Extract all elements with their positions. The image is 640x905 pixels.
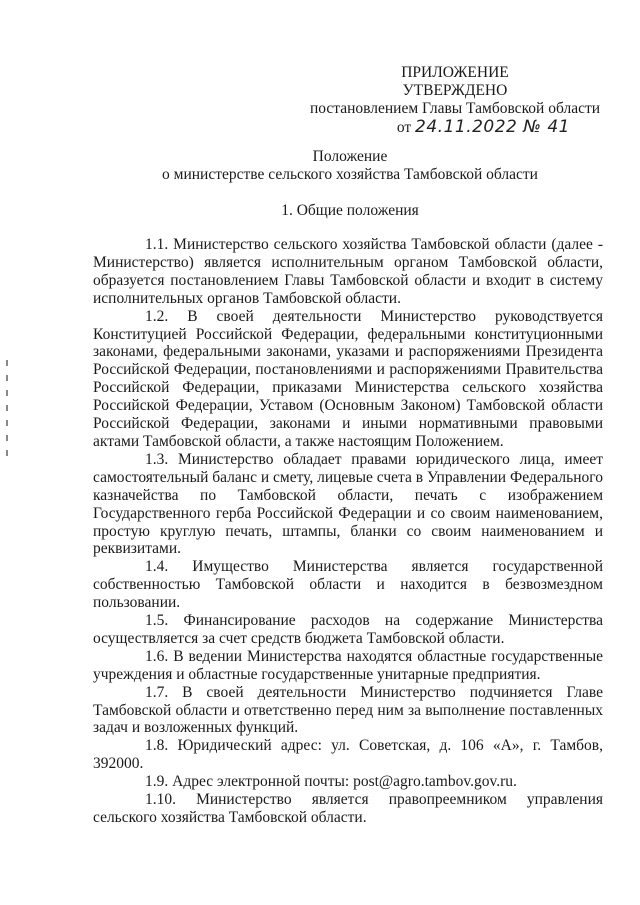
- paragraph-1-8: 1.8. Юридический адрес: ул. Советская, д. 106 «А», г. Тамбов, 392000.: [93, 737, 603, 773]
- resolution-text: постановлением Главы Тамбовской области: [309, 100, 601, 117]
- approval-date-line: [300, 118, 610, 140]
- paragraph-1-7: 1.7. В своей деятельности Министерство подчиняется Главе Тамбовской области и ответственно перед ним за выполнение поставленных задач и возложенных функций.: [93, 683, 603, 737]
- title-line-2: о министерстве сельского хозяйства Тамбовской области: [162, 166, 538, 183]
- paragraph-1-1: 1.1. Министерство сельского хозяйства Тамбовской области (далее - Министерство) является исполнительным органом Тамбовской области, образуется постановлением Главы Тамбовской области и входит в систему исполнительных органов Тамбовской области.: [93, 236, 603, 307]
- paragraph-1-3: 1.3. Министерство обладает правами юридического лица, имеет самостоятельный баланс и смету, лицевые счета в Управлении Федерального казначейства по Тамбовской области, печать с изображением Государственного герба Российской Федерации и со своим наименованием, простую круглую печать, штампы, бланки со своим наименованием и реквизитами.: [93, 450, 603, 558]
- paragraph-1-5: 1.5. Финансирование расходов на содержание Министерства осуществляется за счет средств бюджета Тамбовской области.: [93, 612, 603, 647]
- paragraph-1-2: 1.2. В своей деятельности Министерство руководствуется Конституцией Российской Федерации, федеральными конституционными законами, федеральными законами, указами и распоряжениями Президента Российской Федерации, постановлениями и распоряжениями Правительства Российской Федерации, приказами Министерства сельского хозяйства Российской Федерации, Уставом (Основным Законом) Тамбовской области Российской Федерации, законами и иными нормативными правовыми актами Тамбовской области, а также настоящим Положением.: [93, 307, 603, 450]
- approved-label: УТВЕРЖДЕНО: [402, 82, 508, 99]
- paragraph-1-6: 1.6. В ведении Министерства находятся областные государственные учреждения и областные государственные унитарные предприятия.: [93, 647, 603, 683]
- document-title: [90, 148, 610, 184]
- title-line-1: Положение: [312, 148, 388, 165]
- approval-stamp-block: [300, 64, 610, 140]
- appendix-label: ПРИЛОЖЕНИЕ: [401, 64, 509, 81]
- document-body: [93, 236, 603, 827]
- section-heading: 1. Общие положения: [281, 202, 419, 219]
- paragraph-1-9: 1.9. Адрес электронной почты: post@agro.tambov.gov.ru.: [145, 773, 517, 791]
- paragraph-1-10: 1.10. Министерство является правопреемником управления сельского хозяйства Тамбовской области.: [93, 791, 603, 826]
- handwritten-date-number: 24.11.2022 № 41: [415, 117, 570, 137]
- paragraph-1-4: 1.4. Имущество Министерства является государственной собственностью Тамбовской области и находится в безвозмездном пользовании.: [93, 558, 603, 612]
- date-prefix: от: [396, 119, 412, 136]
- margin-scan-marks: [6, 360, 9, 480]
